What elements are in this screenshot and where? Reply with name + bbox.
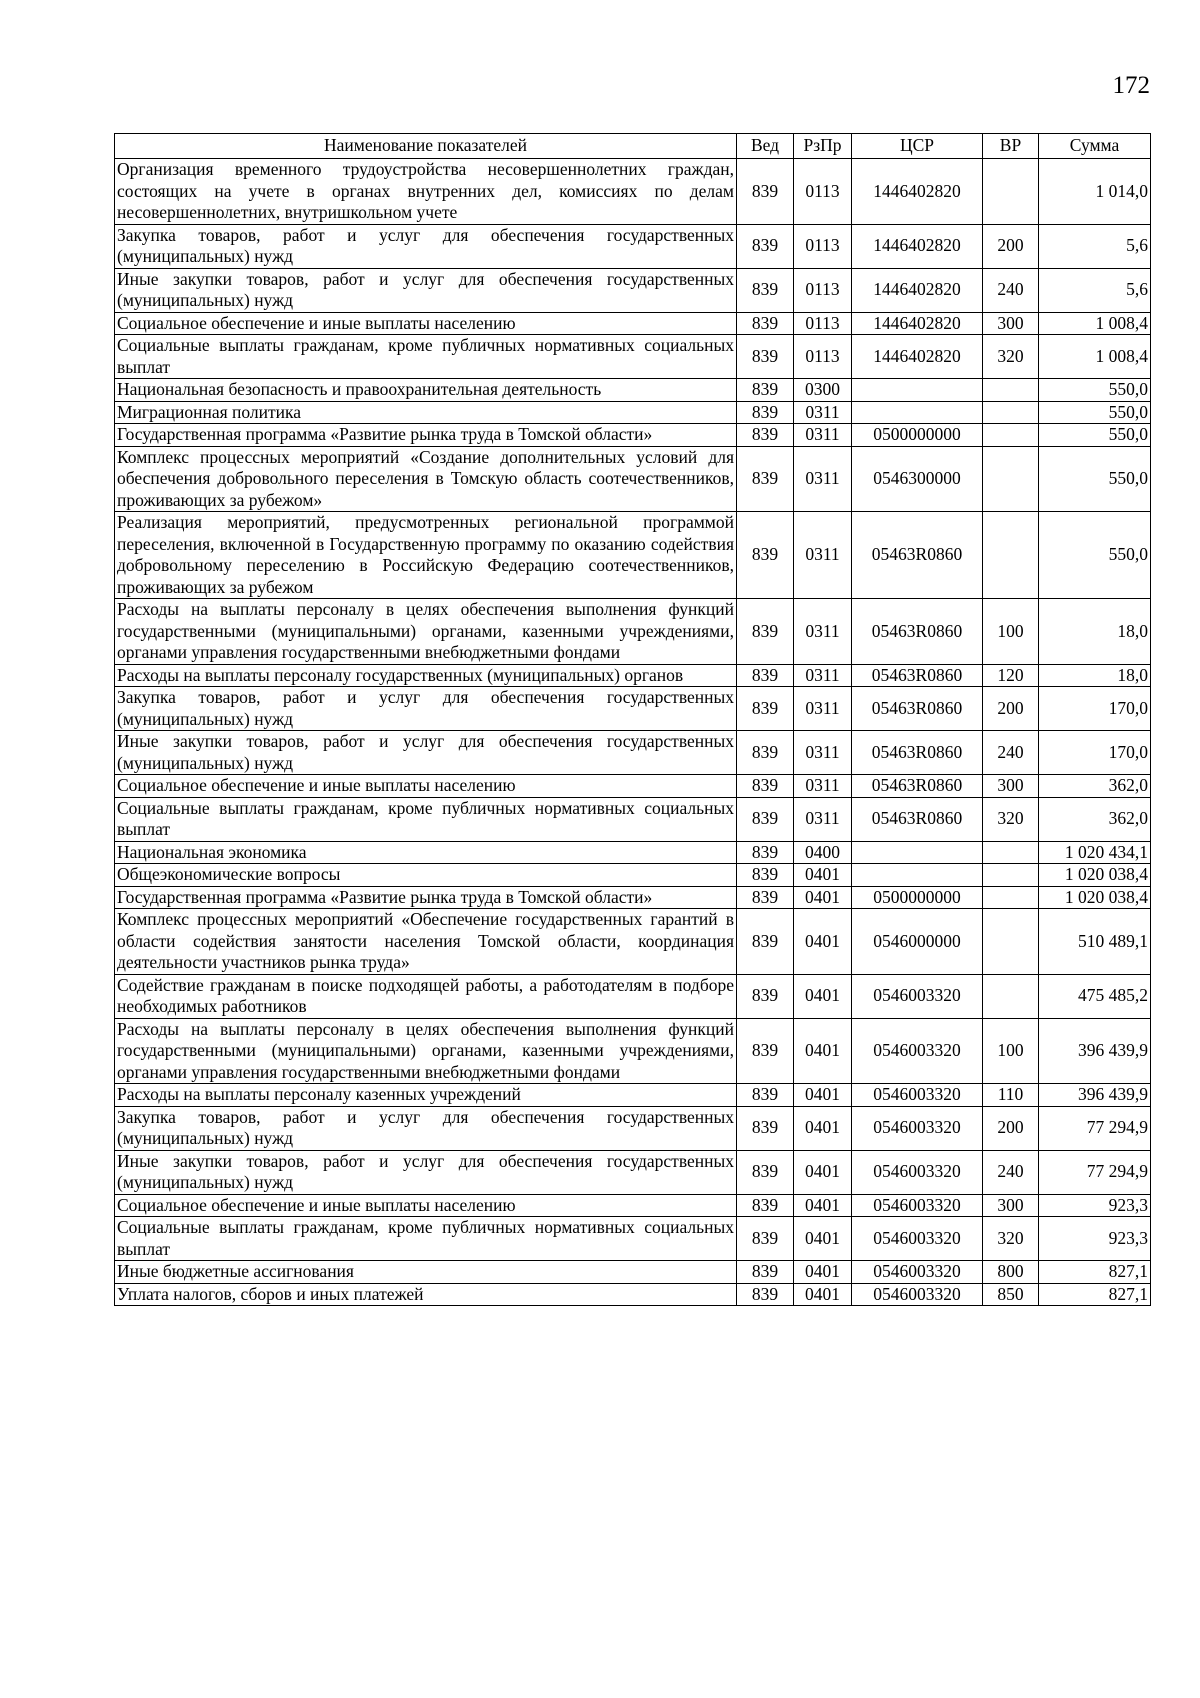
cell-csr: 0546003320 [852,1084,983,1107]
table-row [115,1194,1151,1217]
table-row [115,1261,1151,1284]
table-row [115,1106,1151,1150]
cell-ved: 839 [737,864,794,887]
table-header-row [115,134,1151,159]
cell-sum: 550,0 [1039,424,1151,447]
cell-ved: 839 [737,687,794,731]
cell-name: Содействие гражданам в поиске подходящей работы, а работодателям в подборе необходимых работников [115,974,737,1018]
cell-csr: 0546003320 [852,1150,983,1194]
cell-csr: 0500000000 [852,886,983,909]
cell-vr [983,424,1039,447]
cell-ved: 839 [737,886,794,909]
cell-sum: 550,0 [1039,379,1151,402]
cell-sum: 5,6 [1039,224,1151,268]
cell-name: Миграционная политика [115,401,737,424]
cell-name: Национальная безопасность и правоохранительная деятельность [115,379,737,402]
cell-sum: 362,0 [1039,775,1151,798]
cell-name: Уплата налогов, сборов и иных платежей [115,1283,737,1306]
cell-vr: 320 [983,1217,1039,1261]
table-row [115,1150,1151,1194]
cell-ved: 839 [737,664,794,687]
cell-rzpr: 0311 [794,687,852,731]
cell-ved: 839 [737,731,794,775]
table-row [115,512,1151,599]
cell-sum: 550,0 [1039,401,1151,424]
cell-rzpr: 0311 [794,446,852,512]
cell-ved: 839 [737,909,794,975]
cell-name: Расходы на выплаты персоналу государственных (муниципальных) органов [115,664,737,687]
cell-ved: 839 [737,159,794,225]
header-vr: ВР [983,134,1039,159]
cell-sum: 475 485,2 [1039,974,1151,1018]
cell-vr [983,864,1039,887]
cell-vr: 100 [983,1018,1039,1084]
table-row [115,841,1151,864]
cell-csr: 1446402820 [852,335,983,379]
table-row [115,775,1151,798]
cell-csr: 1446402820 [852,159,983,225]
cell-vr [983,841,1039,864]
table-row [115,797,1151,841]
cell-csr [852,841,983,864]
cell-csr [852,864,983,887]
table-row [115,731,1151,775]
cell-vr: 300 [983,1194,1039,1217]
cell-csr: 0546003320 [852,974,983,1018]
cell-rzpr: 0401 [794,1084,852,1107]
cell-sum: 396 439,9 [1039,1084,1151,1107]
cell-sum: 77 294,9 [1039,1106,1151,1150]
cell-name: Государственная программа «Развитие рынка труда в Томской области» [115,886,737,909]
cell-ved: 839 [737,424,794,447]
cell-sum: 923,3 [1039,1194,1151,1217]
cell-vr [983,974,1039,1018]
cell-name: Социальное обеспечение и иные выплаты населению [115,1194,737,1217]
cell-csr: 1446402820 [852,312,983,335]
cell-sum: 396 439,9 [1039,1018,1151,1084]
cell-name: Комплекс процессных мероприятий «Обеспечение государственных гарантий в области содействия занятости населения Томской области, координация деятельности участников рынка труда» [115,909,737,975]
cell-name: Закупка товаров, работ и услуг для обеспечения государственных (муниципальных) нужд [115,224,737,268]
table-row [115,424,1151,447]
cell-rzpr: 0401 [794,1217,852,1261]
page-number: 172 [1112,72,1150,99]
cell-csr: 0546003320 [852,1261,983,1284]
table-row [115,687,1151,731]
cell-sum: 1 020 434,1 [1039,841,1151,864]
cell-csr: 0546003320 [852,1194,983,1217]
cell-rzpr: 0311 [794,401,852,424]
cell-rzpr: 0311 [794,731,852,775]
table-row [115,1018,1151,1084]
cell-sum: 1 020 038,4 [1039,864,1151,887]
cell-sum: 1 020 038,4 [1039,886,1151,909]
cell-vr [983,512,1039,599]
cell-name: Закупка товаров, работ и услуг для обеспечения государственных (муниципальных) нужд [115,1106,737,1150]
cell-vr [983,401,1039,424]
cell-sum: 1 008,4 [1039,335,1151,379]
cell-vr: 240 [983,268,1039,312]
header-ved: Вед [737,134,794,159]
cell-name: Социальные выплаты гражданам, кроме публичных нормативных социальных выплат [115,1217,737,1261]
cell-ved: 839 [737,1018,794,1084]
cell-name: Социальное обеспечение и иные выплаты населению [115,775,737,798]
cell-csr: 0546003320 [852,1106,983,1150]
cell-name: Общеэкономические вопросы [115,864,737,887]
cell-csr: 0546003320 [852,1018,983,1084]
cell-ved: 839 [737,446,794,512]
budget-table [114,133,1151,1306]
cell-ved: 839 [737,599,794,665]
cell-ved: 839 [737,1217,794,1261]
header-sum: Сумма [1039,134,1151,159]
cell-ved: 839 [737,1194,794,1217]
cell-rzpr: 0401 [794,1150,852,1194]
cell-name: Расходы на выплаты персоналу казенных учреждений [115,1084,737,1107]
cell-ved: 839 [737,312,794,335]
table-row [115,886,1151,909]
cell-vr [983,446,1039,512]
cell-rzpr: 0401 [794,974,852,1018]
table-row [115,268,1151,312]
cell-sum: 362,0 [1039,797,1151,841]
cell-sum: 5,6 [1039,268,1151,312]
cell-ved: 839 [737,1283,794,1306]
cell-vr: 240 [983,731,1039,775]
cell-rzpr: 0401 [794,886,852,909]
cell-vr [983,379,1039,402]
cell-rzpr: 0401 [794,1018,852,1084]
cell-sum: 18,0 [1039,664,1151,687]
cell-ved: 839 [737,974,794,1018]
cell-rzpr: 0311 [794,424,852,447]
table-row [115,909,1151,975]
cell-vr: 300 [983,775,1039,798]
cell-vr: 300 [983,312,1039,335]
cell-rzpr: 0401 [794,1194,852,1217]
cell-rzpr: 0401 [794,1283,852,1306]
cell-sum: 170,0 [1039,731,1151,775]
cell-vr: 100 [983,599,1039,665]
cell-csr [852,401,983,424]
cell-csr: 0546003320 [852,1283,983,1306]
cell-rzpr: 0311 [794,599,852,665]
table-row [115,974,1151,1018]
cell-name: Иные закупки товаров, работ и услуг для обеспечения государственных (муниципальных) нужд [115,731,737,775]
cell-rzpr: 0401 [794,864,852,887]
table-row [115,1084,1151,1107]
cell-vr: 240 [983,1150,1039,1194]
table-row [115,224,1151,268]
cell-ved: 839 [737,224,794,268]
cell-sum: 510 489,1 [1039,909,1151,975]
cell-sum: 550,0 [1039,446,1151,512]
cell-sum: 827,1 [1039,1261,1151,1284]
cell-name: Иные бюджетные ассигнования [115,1261,737,1284]
cell-rzpr: 0113 [794,268,852,312]
table-row [115,312,1151,335]
table-row [115,599,1151,665]
cell-rzpr: 0113 [794,224,852,268]
cell-csr: 0546003320 [852,1217,983,1261]
cell-csr: 1446402820 [852,224,983,268]
cell-rzpr: 0113 [794,159,852,225]
cell-csr: 1446402820 [852,268,983,312]
cell-vr: 120 [983,664,1039,687]
cell-vr: 200 [983,224,1039,268]
table-row [115,664,1151,687]
cell-name: Иные закупки товаров, работ и услуг для обеспечения государственных (муниципальных) нужд [115,268,737,312]
cell-rzpr: 0401 [794,1261,852,1284]
cell-rzpr: 0401 [794,909,852,975]
cell-ved: 839 [737,379,794,402]
cell-vr [983,909,1039,975]
cell-csr: 05463R0860 [852,599,983,665]
table-row [115,1217,1151,1261]
cell-sum: 923,3 [1039,1217,1151,1261]
cell-ved: 839 [737,797,794,841]
cell-rzpr: 0311 [794,664,852,687]
cell-ved: 839 [737,841,794,864]
cell-sum: 827,1 [1039,1283,1151,1306]
cell-csr: 05463R0860 [852,731,983,775]
cell-sum: 1 008,4 [1039,312,1151,335]
cell-name: Национальная экономика [115,841,737,864]
cell-csr: 05463R0860 [852,512,983,599]
cell-csr: 0546300000 [852,446,983,512]
cell-vr: 200 [983,1106,1039,1150]
cell-ved: 839 [737,512,794,599]
cell-rzpr: 0401 [794,1106,852,1150]
cell-csr: 05463R0860 [852,775,983,798]
cell-sum: 18,0 [1039,599,1151,665]
cell-name: Иные закупки товаров, работ и услуг для обеспечения государственных (муниципальных) нужд [115,1150,737,1194]
cell-csr: 05463R0860 [852,664,983,687]
cell-name: Расходы на выплаты персоналу в целях обеспечения выполнения функций государственными (муниципальными) органами, казенными учреждениями, органами управления государственными внебюджетными фондами [115,599,737,665]
cell-name: Социальное обеспечение и иные выплаты населению [115,312,737,335]
cell-vr: 320 [983,797,1039,841]
cell-vr: 320 [983,335,1039,379]
table-row [115,159,1151,225]
cell-rzpr: 0113 [794,335,852,379]
cell-name: Реализация мероприятий, предусмотренных региональной программой переселения, включенной в Государственную программу по оказанию содействия добровольному переселению в Российскую Федерацию соотечественников, проживающих за рубежом [115,512,737,599]
cell-name: Комплекс процессных мероприятий «Создание дополнительных условий для обеспечения добровольного переселения в Томскую область соотечественников, проживающих за рубежом» [115,446,737,512]
cell-sum: 1 014,0 [1039,159,1151,225]
cell-rzpr: 0113 [794,312,852,335]
cell-vr: 110 [983,1084,1039,1107]
cell-vr: 800 [983,1261,1039,1284]
cell-ved: 839 [737,268,794,312]
cell-sum: 550,0 [1039,512,1151,599]
cell-rzpr: 0400 [794,841,852,864]
cell-csr: 05463R0860 [852,797,983,841]
cell-sum: 77 294,9 [1039,1150,1151,1194]
cell-name: Закупка товаров, работ и услуг для обеспечения государственных (муниципальных) нужд [115,687,737,731]
cell-vr: 850 [983,1283,1039,1306]
cell-ved: 839 [737,1150,794,1194]
header-name: Наименование показателей [115,134,737,159]
cell-rzpr: 0311 [794,775,852,798]
table-row [115,1283,1151,1306]
table-row [115,864,1151,887]
cell-ved: 839 [737,401,794,424]
table-row [115,379,1151,402]
cell-csr: 05463R0860 [852,687,983,731]
cell-csr: 0500000000 [852,424,983,447]
cell-ved: 839 [737,1261,794,1284]
cell-rzpr: 0311 [794,797,852,841]
cell-vr [983,159,1039,225]
cell-name: Расходы на выплаты персоналу в целях обеспечения выполнения функций государственными (муниципальными) органами, казенными учреждениями, органами управления государственными внебюджетными фондами [115,1018,737,1084]
cell-csr: 0546000000 [852,909,983,975]
header-rzpr: РзПр [794,134,852,159]
cell-rzpr: 0300 [794,379,852,402]
cell-name: Организация временного трудоустройства несовершеннолетних граждан, состоящих на учете в органах внутренних дел, комиссиях по делам несовершеннолетних, внутришкольном учете [115,159,737,225]
table-row [115,401,1151,424]
cell-name: Социальные выплаты гражданам, кроме публичных нормативных социальных выплат [115,335,737,379]
cell-rzpr: 0311 [794,512,852,599]
cell-csr [852,379,983,402]
cell-sum: 170,0 [1039,687,1151,731]
table-row [115,335,1151,379]
cell-name: Социальные выплаты гражданам, кроме публичных нормативных социальных выплат [115,797,737,841]
cell-ved: 839 [737,335,794,379]
cell-name: Государственная программа «Развитие рынка труда в Томской области» [115,424,737,447]
table-row [115,446,1151,512]
cell-ved: 839 [737,1106,794,1150]
cell-vr [983,886,1039,909]
cell-ved: 839 [737,1084,794,1107]
cell-vr: 200 [983,687,1039,731]
header-csr: ЦСР [852,134,983,159]
table-body [115,159,1151,1306]
cell-ved: 839 [737,775,794,798]
